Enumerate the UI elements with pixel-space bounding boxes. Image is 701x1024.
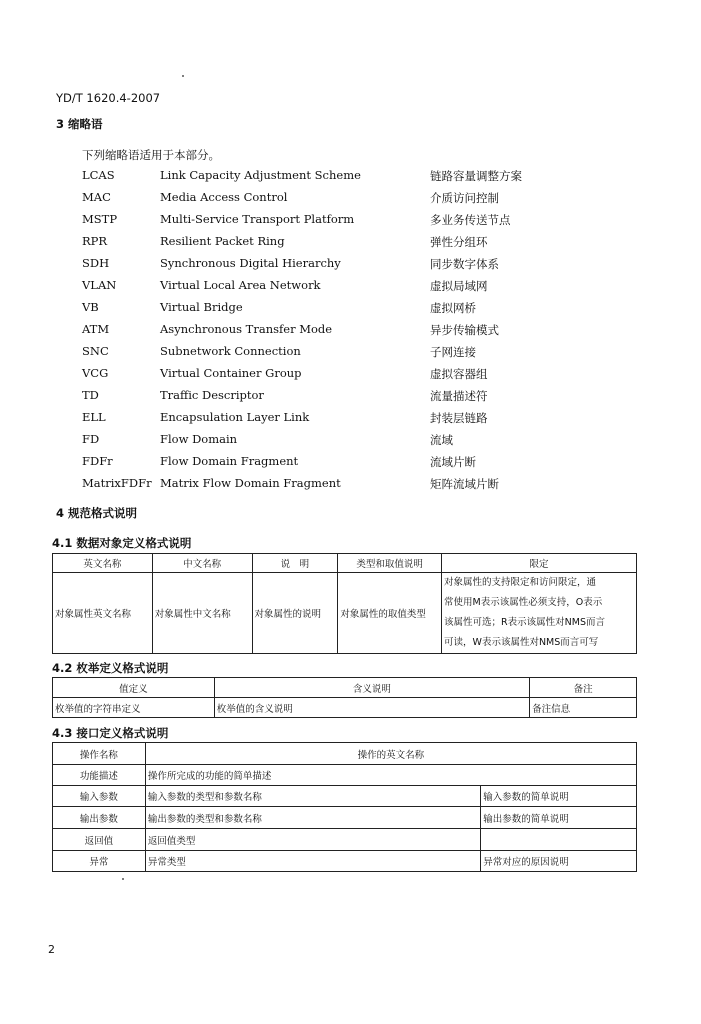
abbreviation-term: MatrixFDFr bbox=[82, 476, 152, 490]
table-cell: 输入参数的类型和参数名称 bbox=[145, 786, 480, 807]
abbreviation-chinese: 流域片断 bbox=[430, 455, 476, 469]
section-3-intro: 下列缩略语适用于本部分。 bbox=[82, 148, 220, 162]
abbreviation-english: Matrix Flow Domain Fragment bbox=[160, 476, 341, 490]
table-cell: 输出参数的类型和参数名称 bbox=[145, 807, 480, 829]
header-cell: 中文名称 bbox=[152, 554, 252, 573]
scan-speck bbox=[182, 75, 184, 77]
document-id: YD/T 1620.4-2007 bbox=[56, 91, 161, 105]
abbreviation-chinese: 矩阵流域片断 bbox=[430, 477, 499, 491]
table-row bbox=[53, 765, 637, 786]
table-cell: 对象属性英文名称 bbox=[53, 573, 153, 654]
abbreviation-term: ATM bbox=[82, 322, 110, 336]
abbreviation-term: SNC bbox=[82, 344, 109, 358]
table-row bbox=[53, 786, 637, 807]
abbreviation-term: TD bbox=[82, 388, 99, 402]
section-4-title: 4 规范格式说明 bbox=[56, 506, 138, 520]
table-header-row bbox=[53, 678, 637, 698]
table-row bbox=[53, 807, 637, 829]
abbreviation-chinese: 异步传输模式 bbox=[430, 323, 499, 337]
row-label: 功能描述 bbox=[53, 765, 146, 786]
section-3-title: 3 缩略语 bbox=[56, 117, 103, 131]
abbreviation-row bbox=[82, 344, 642, 366]
table-cell: 异常类型 bbox=[145, 851, 480, 872]
abbreviation-row bbox=[82, 168, 642, 190]
row-label: 输出参数 bbox=[53, 807, 146, 829]
abbreviation-chinese: 流域 bbox=[430, 433, 453, 447]
limit-line: 该属性可选；R表示该属性对NMS而言 bbox=[444, 617, 605, 628]
abbreviation-term: VLAN bbox=[82, 278, 117, 292]
abbreviation-row bbox=[82, 476, 642, 498]
abbreviation-english: Multi-Service Transport Platform bbox=[160, 212, 355, 226]
abbreviation-term: MSTP bbox=[82, 212, 118, 226]
abbreviation-english: Virtual Bridge bbox=[160, 300, 243, 314]
abbreviation-row bbox=[82, 432, 642, 454]
table-cell bbox=[481, 829, 637, 851]
table-header-row bbox=[53, 554, 637, 573]
limit-line: 可读，W表示该属性对NMS而言可写 bbox=[444, 637, 599, 648]
abbreviation-english: Virtual Container Group bbox=[160, 366, 302, 380]
table-row bbox=[53, 829, 637, 851]
abbreviation-row bbox=[82, 454, 642, 476]
abbreviation-chinese: 封装层链路 bbox=[430, 411, 488, 425]
header-cell: 值定义 bbox=[53, 678, 215, 698]
table-row bbox=[53, 573, 637, 654]
row-label: 输入参数 bbox=[53, 786, 146, 807]
abbreviation-row bbox=[82, 212, 642, 234]
abbreviation-english: Flow Domain Fragment bbox=[160, 454, 299, 468]
abbreviation-english: Link Capacity Adjustment Scheme bbox=[160, 168, 361, 182]
abbreviation-chinese: 弹性分组环 bbox=[430, 235, 488, 249]
interface-format-table bbox=[52, 742, 637, 872]
abbreviation-chinese: 流量描述符 bbox=[430, 389, 488, 403]
limit-line: 对象属性的支持限定和访问限定，通 bbox=[444, 577, 597, 588]
abbreviation-english: Traffic Descriptor bbox=[160, 388, 264, 402]
abbreviation-row bbox=[82, 300, 642, 322]
abbreviation-row bbox=[82, 278, 642, 300]
abbreviation-english: Synchronous Digital Hierarchy bbox=[160, 256, 341, 270]
abbreviation-row bbox=[82, 388, 642, 410]
table-cell: 输入参数的简单说明 bbox=[481, 786, 637, 807]
header-cell: 备注 bbox=[530, 678, 637, 698]
table-cell: 操作的英文名称 bbox=[145, 743, 636, 765]
page-number: 2 bbox=[48, 943, 55, 956]
abbreviation-term: VB bbox=[82, 300, 99, 314]
abbreviation-term: VCG bbox=[82, 366, 109, 380]
abbreviation-chinese: 介质访问控制 bbox=[430, 191, 499, 205]
abbreviation-english: Subnetwork Connection bbox=[160, 344, 301, 358]
abbreviation-row bbox=[82, 234, 642, 256]
table-cell: 输出参数的简单说明 bbox=[481, 807, 637, 829]
abbreviation-english: Media Access Control bbox=[160, 190, 288, 204]
section-4-1-title: 4.1 数据对象定义格式说明 bbox=[52, 536, 192, 550]
limit-cell bbox=[442, 573, 637, 654]
abbreviation-term: ELL bbox=[82, 410, 106, 424]
table-cell: 操作所完成的功能的简单描述 bbox=[145, 765, 636, 786]
table-cell: 返回值类型 bbox=[145, 829, 480, 851]
abbreviation-term: MAC bbox=[82, 190, 111, 204]
abbreviation-term: FD bbox=[82, 432, 100, 446]
table-cell: 对象属性的取值类型 bbox=[338, 573, 442, 654]
abbreviation-term: SDH bbox=[82, 256, 110, 270]
abbreviation-chinese: 虚拟网桥 bbox=[430, 301, 476, 315]
abbreviation-english: Virtual Local Area Network bbox=[160, 278, 321, 292]
abbreviation-chinese: 虚拟局域网 bbox=[430, 279, 488, 293]
abbreviation-chinese: 链路容量调整方案 bbox=[430, 169, 522, 183]
abbreviation-row bbox=[82, 322, 642, 344]
row-label: 操作名称 bbox=[53, 743, 146, 765]
abbreviation-chinese: 子网连接 bbox=[430, 345, 476, 359]
table-cell: 对象属性中文名称 bbox=[152, 573, 252, 654]
table-cell: 枚举值的字符串定义 bbox=[53, 698, 215, 718]
abbreviation-chinese: 虚拟容器组 bbox=[430, 367, 488, 381]
abbreviation-english: Encapsulation Layer Link bbox=[160, 410, 310, 424]
table-row bbox=[53, 743, 637, 765]
abbreviation-term: LCAS bbox=[82, 168, 115, 182]
abbreviation-row bbox=[82, 256, 642, 278]
header-cell: 含义说明 bbox=[214, 678, 529, 698]
abbreviation-term: RPR bbox=[82, 234, 108, 248]
table-row bbox=[53, 851, 637, 872]
abbreviation-row bbox=[82, 190, 642, 212]
table-row bbox=[53, 698, 637, 718]
abbreviation-english: Flow Domain bbox=[160, 432, 238, 446]
abbreviation-english: Asynchronous Transfer Mode bbox=[160, 322, 333, 336]
row-label: 异常 bbox=[53, 851, 146, 872]
header-cell: 说 明 bbox=[252, 554, 338, 573]
limit-line: 常使用M表示该属性必须支持，O表示 bbox=[444, 597, 603, 608]
table-cell: 对象属性的说明 bbox=[252, 573, 338, 654]
data-object-format-table bbox=[52, 553, 637, 654]
scan-speck bbox=[122, 878, 124, 880]
header-cell: 限定 bbox=[442, 554, 637, 573]
section-4-2-title: 4.2 枚举定义格式说明 bbox=[52, 661, 169, 675]
abbreviation-row bbox=[82, 410, 642, 432]
abbreviation-term: FDFr bbox=[82, 454, 113, 468]
header-cell: 英文名称 bbox=[53, 554, 153, 573]
abbreviation-english: Resilient Packet Ring bbox=[160, 234, 285, 248]
section-4-3-title: 4.3 接口定义格式说明 bbox=[52, 726, 169, 740]
enum-format-table bbox=[52, 677, 637, 718]
table-cell: 枚举值的含义说明 bbox=[214, 698, 529, 718]
abbreviation-chinese: 多业务传送节点 bbox=[430, 213, 511, 227]
row-label: 返回值 bbox=[53, 829, 146, 851]
abbreviation-row bbox=[82, 366, 642, 388]
table-cell: 备注信息 bbox=[530, 698, 637, 718]
abbreviation-chinese: 同步数字体系 bbox=[430, 257, 499, 271]
header-cell: 类型和取值说明 bbox=[338, 554, 442, 573]
table-cell: 异常对应的原因说明 bbox=[481, 851, 637, 872]
